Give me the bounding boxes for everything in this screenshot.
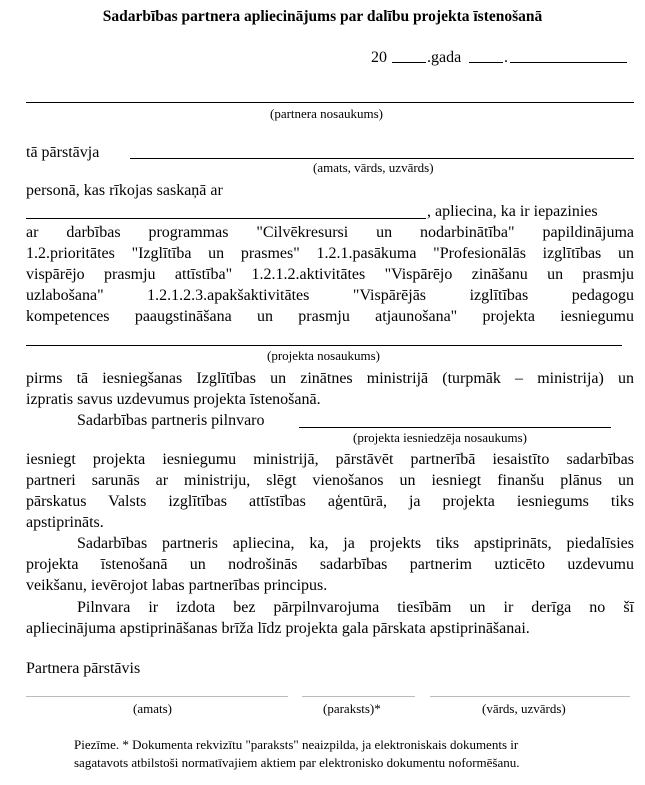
authorize-line: pārskatus Valsts izglītības attīstības aģentūrā, ja projekta iesniegums tiks bbox=[26, 493, 634, 510]
position-signature-field[interactable] bbox=[26, 696, 288, 697]
ministry-paragraph bbox=[26, 368, 634, 410]
date-prefix: 20 bbox=[371, 49, 387, 66]
applicant-name-field[interactable] bbox=[299, 427, 611, 428]
signature-field[interactable] bbox=[302, 696, 415, 697]
date-dot: . bbox=[504, 49, 508, 66]
project-caption: (projekta nosaukums) bbox=[267, 348, 381, 363]
authorizes-text: Sadarbības partneris pilnvaro bbox=[77, 412, 265, 429]
footnote bbox=[26, 736, 634, 772]
ministry-line: pirms tā iesniegšanas Izglītības un zinātnes ministrijā (turpmāk – ministrija) un bbox=[26, 370, 634, 387]
authorize-line: apstiprināts. bbox=[26, 514, 104, 531]
paragraph-line: vispārējo prasmju attīstība" 1.2.1.2.aktivitātes "Vispārējo zināšanu un prasmju bbox=[26, 266, 634, 283]
representative-label: tā pārstāvja bbox=[26, 144, 100, 161]
person-acting-text: personā, kas rīkojas saskaņā ar bbox=[26, 182, 223, 199]
paragraph-line: kompetences paaugstināšana un prasmju atjaunošana" projekta iesniegumu bbox=[26, 308, 634, 325]
partner-name-caption: (partnera nosaukums) bbox=[270, 106, 383, 121]
basis-document-field[interactable] bbox=[26, 218, 426, 219]
certify-line: veikšanu, ievērojot labas partnerības principus. bbox=[26, 577, 328, 594]
date-month-blank[interactable] bbox=[510, 62, 627, 63]
power-paragraph bbox=[26, 597, 634, 639]
date-suffix: .gada bbox=[427, 49, 462, 66]
date-year-blank[interactable] bbox=[392, 62, 426, 63]
power-line: Pilnvara ir izdota bez pārpilnvarojuma tiesībām un ir derīga no šī bbox=[77, 599, 634, 616]
certify-line: projekta īstenošanā un nodrošinās sadarbības partnerim uzticēto uzdevumu bbox=[26, 556, 634, 573]
paragraph-line: 1.2.prioritātes "Izglītība un prasmes" 1.2.1.pasākuma "Profesionālās izglītības un bbox=[26, 245, 634, 262]
date-day-blank[interactable] bbox=[469, 62, 503, 63]
footnote-line: Piezīme. * Dokumenta rekvizītu "paraksts" neaizpilda, ja elektroniskais dokuments ir bbox=[74, 737, 519, 752]
representative-caption: (amats, vārds, uzvārds) bbox=[313, 160, 434, 175]
certifies-text: , apliecina, ka ir iepazinies bbox=[427, 203, 598, 220]
certify-paragraph bbox=[26, 533, 634, 596]
ministry-line: izpratis savus uzdevumus projekta īstenošanā. bbox=[26, 391, 321, 408]
authorize-paragraph bbox=[26, 449, 634, 533]
name-caption: (vārds, uzvārds) bbox=[482, 701, 566, 716]
name-signature-field[interactable] bbox=[430, 696, 630, 697]
project-name-field[interactable] bbox=[26, 345, 622, 346]
representative-field[interactable] bbox=[130, 158, 634, 159]
power-line: apliecinājuma apstiprināšanas brīža līdz projekta gala pārskata apstiprināšanai. bbox=[26, 620, 530, 637]
document-title: Sadarbības partnera apliecinājums par dalību projekta īstenošanā bbox=[102, 8, 543, 25]
signature-caption: (paraksts)* bbox=[323, 701, 381, 716]
paragraph-line: ar darbības programmas "Cilvēkresursi un nodarbinātība" papildinājuma bbox=[26, 224, 634, 241]
paragraph-line: uzlabošana" 1.2.1.2.3.apakšaktivitātes "Vispārējās izglītības pedagogu bbox=[26, 287, 634, 304]
certify-line: Sadarbības partneris apliecina, ka, ja projekts tiks apstiprināts, piedalīsies bbox=[77, 535, 634, 552]
footnote-line: sagatavots atbilstoši normatīvajiem aktiem par elektronisko dokumentu noformēšanu. bbox=[74, 755, 520, 770]
authorize-line: iesniegt projekta iesniegumu ministrijā, pārstāvēt partnerībā iesaistīto sadarbības bbox=[26, 451, 634, 468]
program-paragraph bbox=[26, 222, 634, 327]
signature-label: Partnera pārstāvis bbox=[26, 660, 141, 677]
applicant-caption: (projekta iesniedzēja nosaukums) bbox=[353, 430, 527, 445]
partner-name-field[interactable] bbox=[26, 102, 634, 103]
authorize-line: partneri sarunās ar ministriju, slēgt vienošanos un iesniegt finanšu plānus un bbox=[26, 472, 634, 489]
position-caption: (amats) bbox=[133, 701, 172, 716]
